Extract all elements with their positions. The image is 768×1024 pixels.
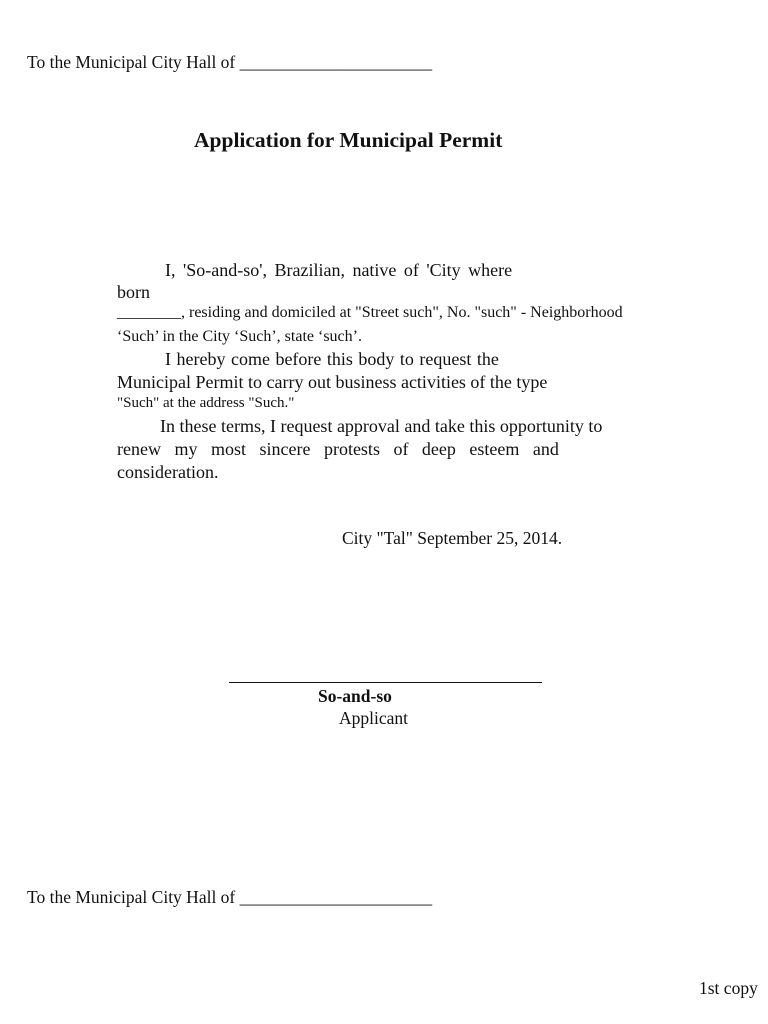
page-title: Application for Municipal Permit xyxy=(194,128,503,152)
signature-line xyxy=(229,682,542,683)
copy-label: 1st copy xyxy=(699,978,758,998)
paragraph-3-line-3: consideration. xyxy=(117,462,219,482)
addressee-line: To the Municipal City Hall of ______________________ xyxy=(27,52,433,72)
paragraph-1-line-3: ________, residing and domiciled at "Street such", No. "such" - Neighborhood xyxy=(117,304,623,321)
paragraph-2-line-1: I hereby come before this body to request the xyxy=(165,349,499,369)
applicant-name: So-and-so xyxy=(318,686,392,706)
paragraph-2-line-3: "Such" at the address "Such." xyxy=(117,395,295,411)
paragraph-3-line-1: In these terms, I request approval and take this opportunity to xyxy=(160,416,603,436)
paragraph-1-line-2: born xyxy=(117,282,150,302)
paragraph-3-line-2: renew my most sincere protests of deep esteem and xyxy=(117,439,559,459)
footer-addressee-line: To the Municipal City Hall of ______________________ xyxy=(27,887,433,907)
date-line: City "Tal" September 25, 2014. xyxy=(342,528,563,548)
paragraph-1-line-4: ‘Such’ in the City ‘Such’, state ‘such’. xyxy=(117,328,362,345)
applicant-role: Applicant xyxy=(339,708,409,728)
paragraph-2-line-2: Municipal Permit to carry out business activities of the type xyxy=(117,372,548,392)
paragraph-1-line-1: I, 'So-and-so', Brazilian, native of 'City where xyxy=(165,260,513,280)
